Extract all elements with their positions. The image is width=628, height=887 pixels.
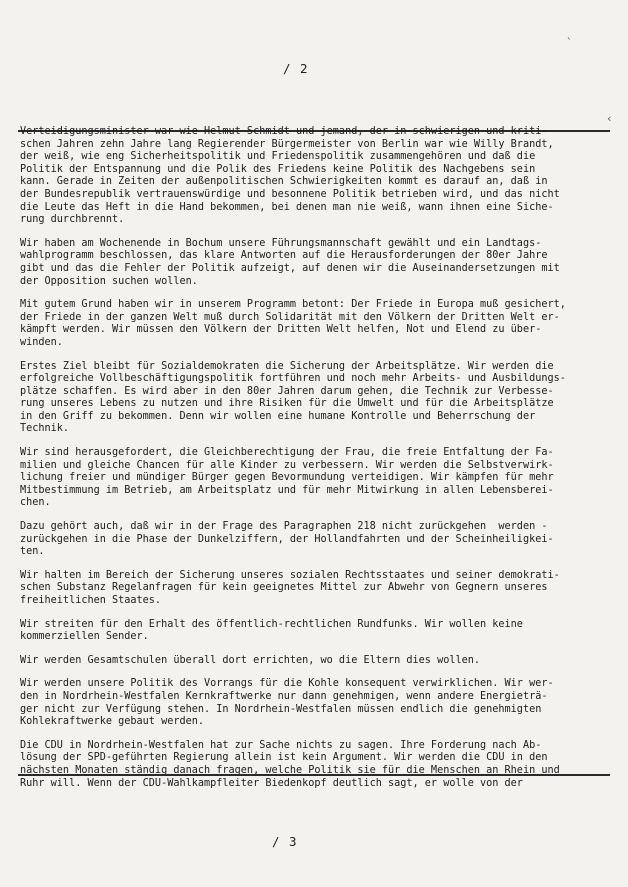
page-number-top: / 2 xyxy=(283,61,309,76)
paragraph-1: Verteidigungsminister war wie Helmut Schmidt und jemand, der in schwierigen und kriti- schen Jahren zehn Jahre lang Regierender Bürgermeister von Berlin war wie Willy Brandt, der weiß, wie eng Sicherheitspolitik und Friedenspolitik zusammengehören und daß die Politik der Entspannung und die Polik des Friedens keine Politik des Nachgebens sein kann. Gerade in Zeiten der außenpolitischen Schwierigkeiten kommt es darauf an, daß in der Bundesrepublik vertrauenswürdige und besonnene Politik betrieben wird, und das nicht die Leute das Heft in die Hand bekommen, bei denen man nie weiß, wann ihnen eine Siche- rung durchbrennt. xyxy=(20,126,560,226)
paragraph-8: Wir streiten für den Erhalt des öffentlich-rechtlichen Rundfunks. Wir wollen keine kommerziellen Sender. xyxy=(20,618,523,643)
paragraph-4: Erstes Ziel bleibt für Sozialdemokraten die Sicherung der Arbeitsplätze. Wir werden die erfolgreiche Vollbeschäftigungspolitik fortführen und noch mehr Arbeits- und Ausbildungs- plätze schaffen. Es wird aber in den 80er Jahren darum gehen, die Technik zur Verbesse- rung unseres Lebens zu nutzen und ihre Risiken für die Umwelt und für die Arbeitsplätze in den Griff zu bekommen. Denn wir wollen eine humane Kontrolle und Beherrschung der Technik. xyxy=(20,360,566,435)
paragraph-11: Die CDU in Nordrhein-Westfalen hat zur Sache nichts zu sagen. Ihre Forderung nach Ab- lösung der SPD-geführten Regierung allein ist kein Argument. Wir werden die CDU in den nächsten Monaten ständig danach fragen, welche Politik sie für die Menschen an Rhein und Ruhr will. Wenn der CDU-Wahlkampfleiter Biedenkopf deutlich sagt, er wolle von der xyxy=(20,739,560,789)
paragraph-10: Wir werden unsere Politik des Vorrangs für die Kohle konsequent verwirklichen. Wir wer- den in Nordrhein-Westfalen Kernkraftwerke nur dann genehmigen, wenn andere Energieträ- ger nicht zur Verfügung stehen. In Nordrhein-Westfalen müssen endlich die genehmigten Kohlekraftwerke gebaut werden. xyxy=(20,678,554,728)
body-text xyxy=(20,126,602,801)
scan-mark-icon: ` xyxy=(566,36,573,49)
paragraph-9: Wir werden Gesamtschulen überall dort errichten, wo die Eltern dies wollen. xyxy=(20,654,481,666)
paragraph-5: Wir sind herausgefordert, die Gleichberechtigung der Frau, die freie Entfaltung der Fa- milien und gleiche Chancen für alle Kinder zu verbessern. Wir werden die Selbstverwirk- lichung freier und mündiger Bürger gegen Bevormundung verteidigen. Wir kämpfen für mehr Mitbestimmung im Betrieb, am Arbeitsplatz und für mehr Mitwirkung in allen Lebensberei- chen. xyxy=(20,447,554,509)
paragraph-7: Wir halten im Bereich der Sicherung unseres sozialen Rechtsstaates und seiner demokrati- schen Substanz Regelanfragen für kein geeignetes Mittel zur Abwehr von Gegnern unseres freiheitlichen Staates. xyxy=(20,569,560,606)
paragraph-6: Dazu gehört auch, daß wir in der Frage des Paragraphen 218 nicht zurückgehen werden - zurückgehen in die Phase der Dunkelziffern, der Hollandfahrten und der Scheinheiligkei- ten. xyxy=(20,521,554,558)
paragraph-3: Mit gutem Grund haben wir in unserem Programm betont: Der Friede in Europa muß gesichert, der Friede in der ganzen Welt muß durch Solidarität mit den Völkern der Dritten Welt er- kämpft werden. Wir müssen den Völkern der Dritten Welt helfen, Not und Elend zu über- winden. xyxy=(20,299,566,348)
page-number-bottom: / 3 xyxy=(272,834,298,849)
scan-mark-icon: ‹ xyxy=(606,112,613,125)
bottom-rule xyxy=(18,774,610,776)
paragraph-2: Wir haben am Wochenende in Bochum unsere Führungsmannschaft gewählt und ein Landtags- wahlprogramm beschlossen, das klare Antworten auf die Herausforderungen der 80er Jahre gibt und das die Fehler der Politik aufzeigt, auf denen wir die Auseinandersetzungen mit der Opposition suchen wollen. xyxy=(20,237,560,287)
